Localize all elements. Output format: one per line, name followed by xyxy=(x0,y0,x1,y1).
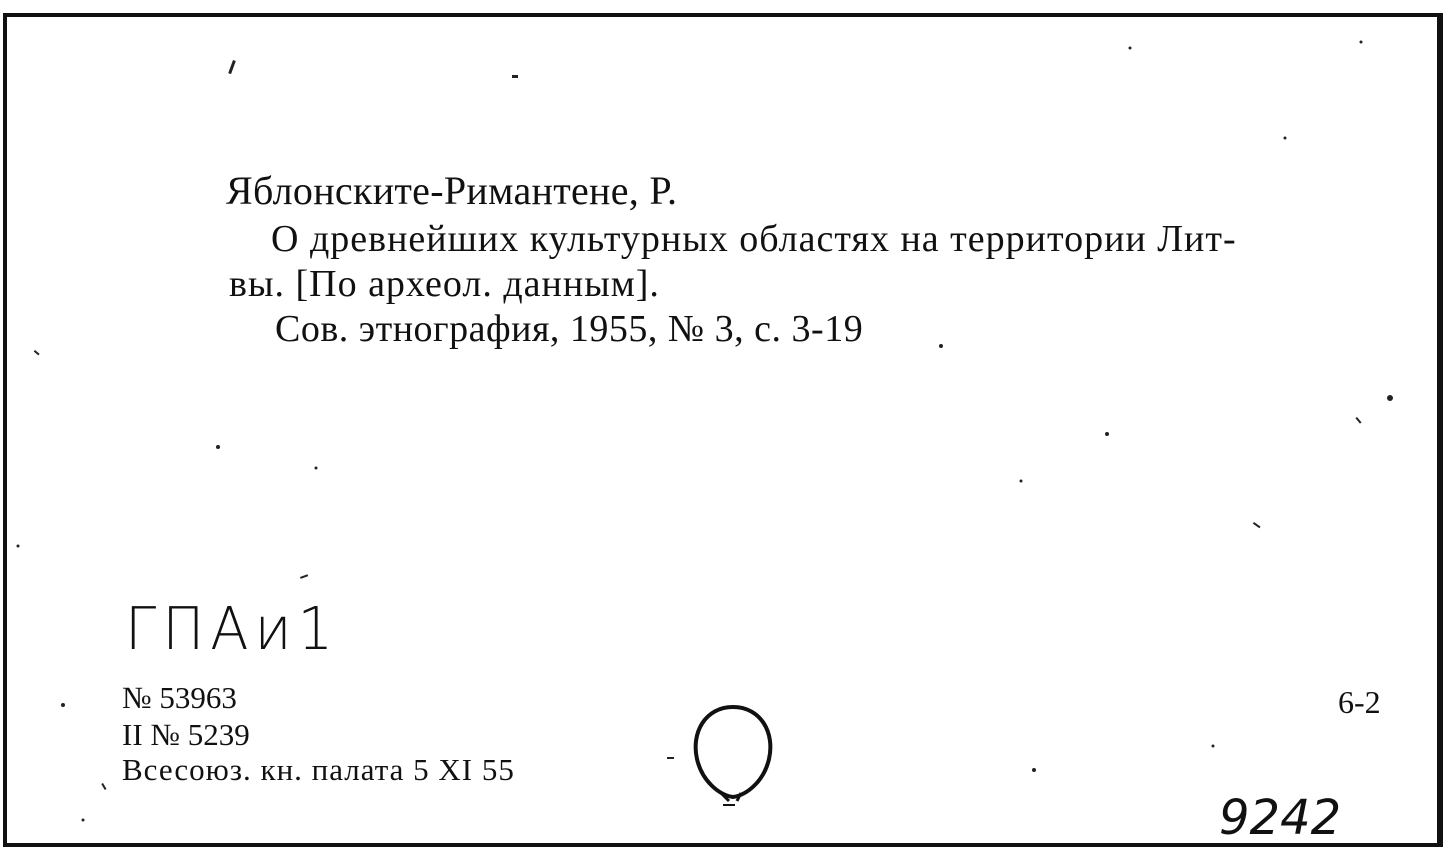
punch-hole-icon xyxy=(683,697,783,807)
record-number: № 53963 xyxy=(122,680,237,715)
handwritten-library-code: ГПАи1 xyxy=(125,595,340,664)
handwritten-inventory-number: 9242 xyxy=(1219,790,1342,846)
title-line-1: О древнейших культурных областях на территории Лит- xyxy=(271,218,1237,260)
secondary-number: II № 5239 xyxy=(122,717,250,752)
title-line-2: вы. [По археол. данным]. xyxy=(229,263,660,305)
author-heading: Яблонските-Римантене, Р. xyxy=(226,168,678,213)
catalog-card xyxy=(3,13,1443,847)
issuer-line: Всесоюз. кн. палата 5 XI 55 xyxy=(122,752,515,787)
price-code: 6-2 xyxy=(1338,684,1381,720)
source-citation: Сов. этнография, 1955, № 3, с. 3-19 xyxy=(275,308,864,350)
